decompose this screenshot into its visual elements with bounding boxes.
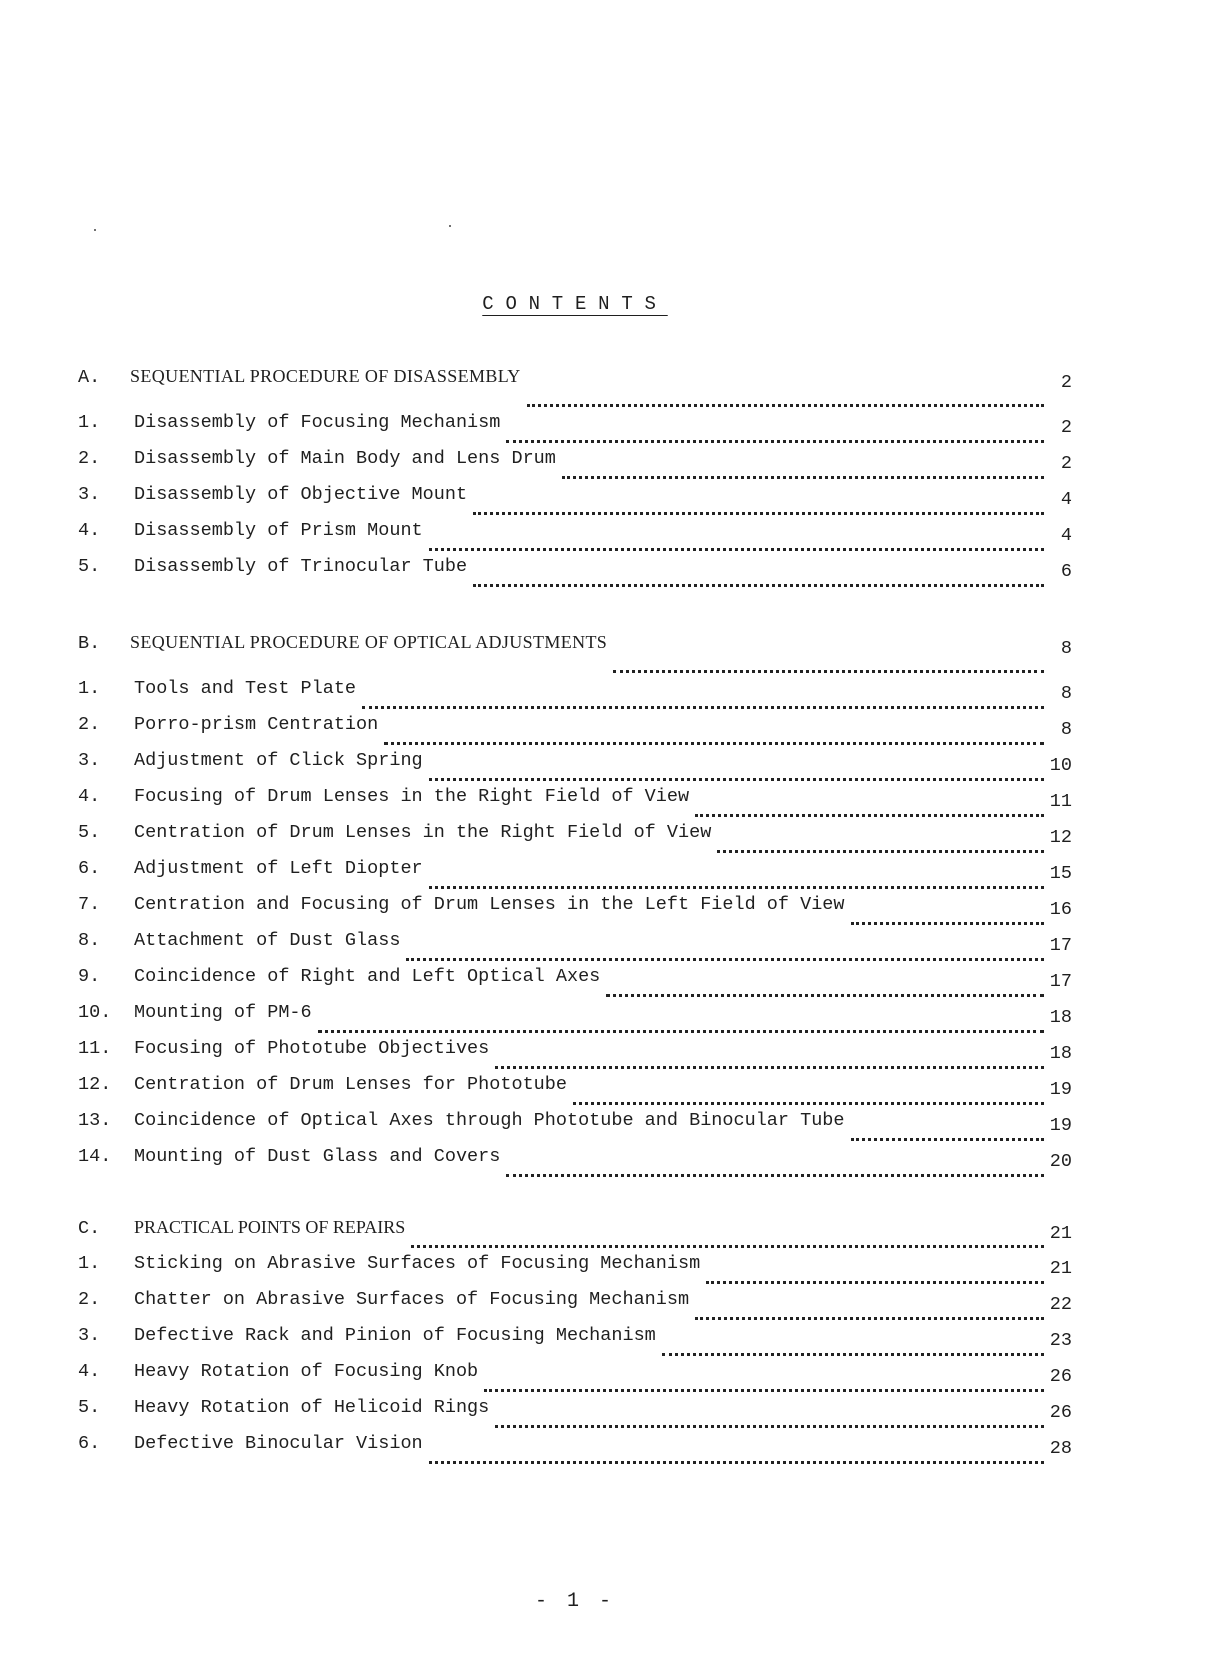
toc-entry [78, 1074, 1072, 1110]
entry-text: Tools and Test Plate [134, 678, 357, 699]
page-number: 18 [1049, 1043, 1072, 1064]
toc-section-a [78, 366, 1072, 592]
entry-text: Porro-prism Centration [134, 714, 379, 735]
entry-number: 5. [78, 556, 101, 577]
page-footer: - 1 - [534, 1590, 615, 1613]
entry-number: 1. [78, 678, 101, 699]
entry-number: 5. [78, 822, 101, 843]
page-number: 2 [1060, 417, 1072, 438]
entry-text: Defective Rack and Pinion of Focusing Mechanism [134, 1325, 656, 1346]
dot-leader [495, 1424, 1044, 1428]
toc-entry [78, 786, 1072, 822]
toc-entry [78, 1110, 1072, 1146]
toc-entry [78, 1038, 1072, 1074]
toc-section-b [78, 632, 1072, 1182]
entry-text: Coincidence of Optical Axes through Phototube and Binocular Tube [134, 1110, 845, 1131]
dot-leader [362, 705, 1044, 709]
entry-text: Disassembly of Prism Mount [134, 520, 423, 541]
dot-leader [506, 439, 1044, 443]
dot-leader [384, 741, 1044, 745]
page-number: 8 [1060, 638, 1072, 659]
toc-section-heading [78, 1217, 1072, 1253]
section-title: SEQUENTIAL PROCEDURE OF DISASSEMBLY [130, 366, 521, 386]
entry-text: Chatter on Abrasive Surfaces of Focusing Mechanism [134, 1289, 690, 1310]
toc-entry [78, 484, 1072, 520]
entry-text: Adjustment of Click Spring [134, 750, 423, 771]
entry-text: Defective Binocular Vision [134, 1433, 423, 1454]
dot-leader [429, 885, 1044, 889]
entry-text: Heavy Rotation of Helicoid Rings [134, 1397, 490, 1418]
page-number: 17 [1049, 935, 1072, 956]
page-number: 11 [1049, 791, 1072, 812]
toc-entry [78, 1397, 1072, 1433]
toc-entry [78, 1002, 1072, 1038]
dot-leader [495, 1065, 1044, 1069]
page-number: 16 [1049, 899, 1072, 920]
dot-leader [606, 993, 1044, 997]
section-letter: A. [78, 367, 101, 388]
entry-number: 6. [78, 858, 101, 879]
page-number: 4 [1060, 525, 1072, 546]
scan-speck [449, 225, 451, 227]
dot-leader [695, 813, 1044, 817]
entry-number: 2. [78, 448, 101, 469]
entry-number: 7. [78, 894, 101, 915]
entry-number: 14. [78, 1146, 112, 1167]
page-number: 19 [1049, 1079, 1072, 1100]
entry-text: Centration and Focusing of Drum Lenses in the Left Field of View [134, 894, 845, 915]
page-number: 23 [1049, 1330, 1072, 1351]
entry-number: 8. [78, 930, 101, 951]
contents-title: CONTENTS [482, 293, 668, 315]
entry-text: Centration of Drum Lenses for Phototube [134, 1074, 567, 1095]
dot-leader [429, 1460, 1044, 1464]
dot-leader [406, 957, 1044, 961]
page-number: 12 [1049, 827, 1072, 848]
page-number: 6 [1060, 561, 1072, 582]
page-number: 17 [1049, 971, 1072, 992]
entry-number: 3. [78, 484, 101, 505]
entry-text: Disassembly of Focusing Mechanism [134, 412, 501, 433]
entry-number: 3. [78, 750, 101, 771]
dot-leader [473, 511, 1044, 515]
toc-entry [78, 1361, 1072, 1397]
entry-text: Disassembly of Main Body and Lens Drum [134, 448, 556, 469]
toc-entry [78, 1253, 1072, 1289]
entry-number: 4. [78, 786, 101, 807]
section-title: PRACTICAL POINTS OF REPAIRS [134, 1217, 406, 1237]
toc-section-heading [78, 632, 1072, 678]
dot-leader [573, 1101, 1044, 1105]
toc-entry [78, 556, 1072, 592]
entry-number: 2. [78, 714, 101, 735]
dot-leader [851, 921, 1044, 925]
dot-leader [706, 1280, 1044, 1284]
toc-entry [78, 520, 1072, 556]
toc-entry [78, 1325, 1072, 1361]
entry-text: Adjustment of Left Diopter [134, 858, 423, 879]
toc-entry [78, 448, 1072, 484]
toc-section-heading [78, 366, 1072, 412]
page-number: 28 [1049, 1438, 1072, 1459]
dot-leader [662, 1352, 1044, 1356]
toc-section-c [78, 1217, 1072, 1469]
toc-entry [78, 412, 1072, 448]
page-number: 18 [1049, 1007, 1072, 1028]
page-number: 21 [1049, 1223, 1072, 1244]
entry-text: Sticking on Abrasive Surfaces of Focusing Mechanism [134, 1253, 701, 1274]
entry-text: Disassembly of Trinocular Tube [134, 556, 468, 577]
entry-number: 2. [78, 1289, 101, 1310]
toc-entry [78, 822, 1072, 858]
page-number: 21 [1049, 1258, 1072, 1279]
entry-number: 1. [78, 1253, 101, 1274]
dot-leader [429, 547, 1044, 551]
section-title: SEQUENTIAL PROCEDURE OF OPTICAL ADJUSTMENTS [130, 632, 608, 652]
page-number: 20 [1049, 1151, 1072, 1172]
entry-number: 13. [78, 1110, 112, 1131]
entry-number: 1. [78, 412, 101, 433]
entry-text: Disassembly of Objective Mount [134, 484, 468, 505]
dot-leader [473, 583, 1044, 587]
page-number: 10 [1049, 755, 1072, 776]
dot-leader [318, 1029, 1044, 1033]
dot-leader [717, 849, 1044, 853]
dot-leader [695, 1316, 1044, 1320]
page-number: 4 [1060, 489, 1072, 510]
toc-entry [78, 1433, 1072, 1469]
entry-text: Mounting of Dust Glass and Covers [134, 1146, 501, 1167]
toc-entry [78, 678, 1072, 714]
dot-leader [851, 1137, 1044, 1141]
entry-text: Centration of Drum Lenses in the Right Field of View [134, 822, 712, 843]
page-number: 19 [1049, 1115, 1072, 1136]
dot-leader [613, 669, 1044, 673]
page-number: 2 [1060, 453, 1072, 474]
page-number: 8 [1060, 683, 1072, 704]
page-number: 8 [1060, 719, 1072, 740]
entry-text: Coincidence of Right and Left Optical Axes [134, 966, 601, 987]
dot-leader [429, 777, 1044, 781]
page-number: 15 [1049, 863, 1072, 884]
entry-number: 9. [78, 966, 101, 987]
toc-entry [78, 894, 1072, 930]
toc-entry [78, 1146, 1072, 1182]
entry-number: 5. [78, 1397, 101, 1418]
toc-entry [78, 858, 1072, 894]
page-number: 26 [1049, 1366, 1072, 1387]
entry-text: Heavy Rotation of Focusing Knob [134, 1361, 479, 1382]
dot-leader [484, 1388, 1044, 1392]
section-letter: C. [78, 1218, 101, 1239]
toc-entry [78, 930, 1072, 966]
toc-entry [78, 1289, 1072, 1325]
entry-text: Focusing of Drum Lenses in the Right Field of View [134, 786, 690, 807]
entry-text: Mounting of PM-6 [134, 1002, 312, 1023]
toc-entry [78, 750, 1072, 786]
entry-number: 6. [78, 1433, 101, 1454]
scan-speck [94, 229, 96, 231]
entry-number: 4. [78, 1361, 101, 1382]
section-letter: B. [78, 633, 101, 654]
entry-text: Attachment of Dust Glass [134, 930, 401, 951]
page-number: 2 [1060, 372, 1072, 393]
dot-leader [527, 403, 1044, 407]
entry-number: 11. [78, 1038, 112, 1059]
page-number: 22 [1049, 1294, 1072, 1315]
entry-number: 12. [78, 1074, 112, 1095]
page-number: 26 [1049, 1402, 1072, 1423]
entry-number: 4. [78, 520, 101, 541]
dot-leader [562, 475, 1044, 479]
entry-number: 3. [78, 1325, 101, 1346]
toc-entry [78, 714, 1072, 750]
entry-text: Focusing of Phototube Objectives [134, 1038, 490, 1059]
dot-leader [411, 1244, 1044, 1248]
dot-leader [506, 1173, 1044, 1177]
entry-number: 10. [78, 1002, 112, 1023]
toc-entry [78, 966, 1072, 1002]
